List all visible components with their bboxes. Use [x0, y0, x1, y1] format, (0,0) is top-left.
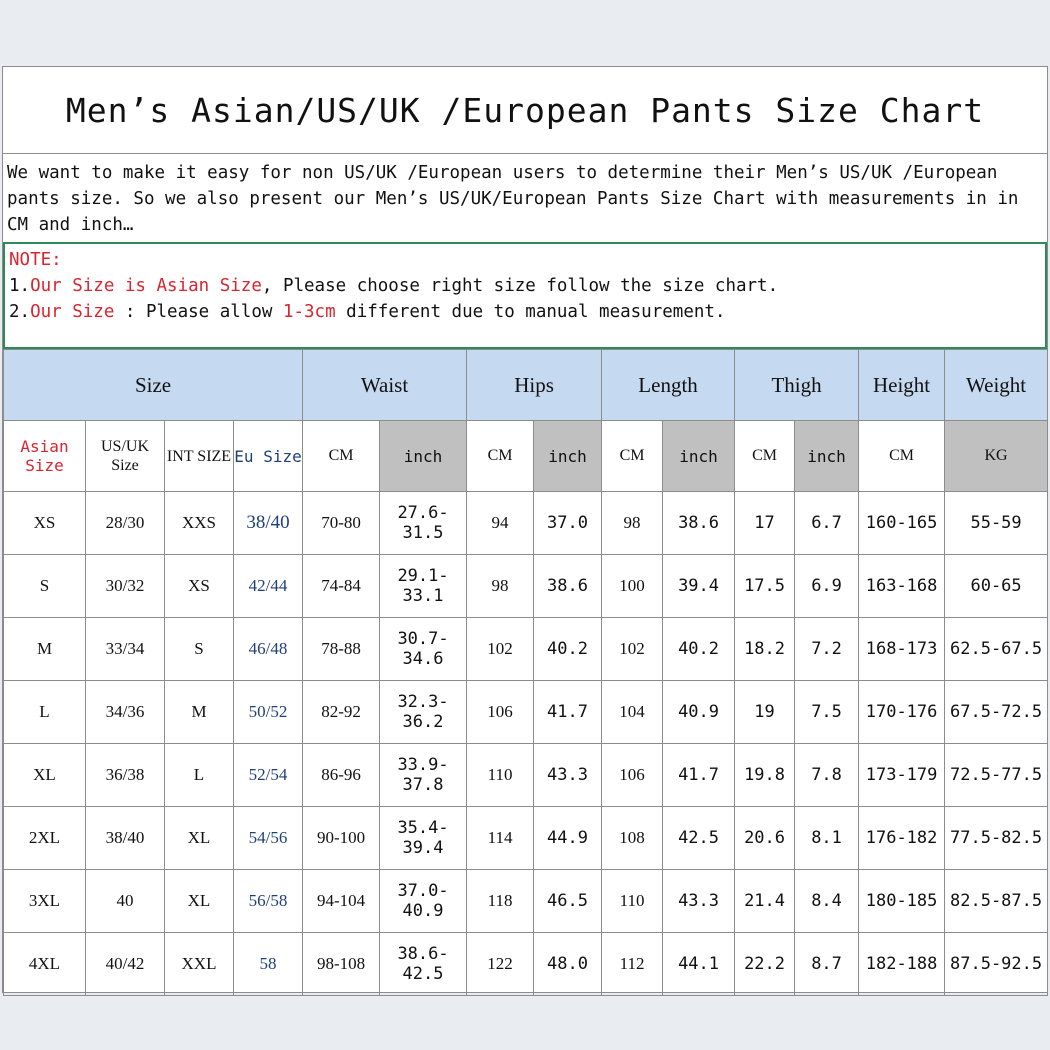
cell-thigh-inch: 7.8 — [795, 744, 859, 807]
cell-height-cm: 160-165 — [859, 492, 945, 555]
cell-height-cm: 168-173 — [859, 618, 945, 681]
cell-length-cm: 98 — [602, 492, 663, 555]
cell-thigh-cm: 18.2 — [735, 618, 795, 681]
cell-thigh-inch: 7.2 — [795, 618, 859, 681]
cell-thigh-inch: 8.1 — [795, 807, 859, 870]
header-eu-size: Eu Size — [234, 421, 303, 492]
cell-waist-cm: 78-88 — [303, 618, 380, 681]
cell-thigh-inch: 7.5 — [795, 681, 859, 744]
header-hips-cm: CM — [467, 421, 534, 492]
cell-waist-inch: 29.1-33.1 — [380, 555, 467, 618]
group-header-thigh: Thigh — [735, 350, 859, 421]
cell-length-cm: 108 — [602, 807, 663, 870]
chart-title: Men’s Asian/US/UK /European Pants Size Chart — [3, 67, 1047, 154]
cell-height-cm: 182-188 — [859, 933, 945, 996]
cell-us-uk-size: 40/42 — [86, 933, 165, 996]
cell-asian-size: 3XL — [4, 870, 86, 933]
cell-thigh-cm: 17.5 — [735, 555, 795, 618]
cell-hips-inch: 37.0 — [534, 492, 602, 555]
intro-line: We want to make it easy for non US/UK /European users to determine their Men’s US/UK /European — [7, 163, 998, 183]
cell-hips-inch: 44.9 — [534, 807, 602, 870]
cell-length-inch: 43.3 — [663, 870, 735, 933]
header-us-uk-size: US/UK Size — [86, 421, 165, 492]
cell-int-size: XXL — [165, 933, 234, 996]
note-highlight: Our Size is Asian Size — [30, 276, 262, 296]
table-row — [4, 807, 1048, 870]
cell-length-inch: 41.7 — [663, 744, 735, 807]
header-weight-kg: KG — [945, 421, 1048, 492]
cell-waist-cm: 98-108 — [303, 933, 380, 996]
size-table-body — [4, 492, 1048, 996]
cell-length-inch: 42.5 — [663, 807, 735, 870]
group-header-size: Size — [4, 350, 303, 421]
group-header-length: Length — [602, 350, 735, 421]
cell-asian-size: 4XL — [4, 933, 86, 996]
cell-int-size: XS — [165, 555, 234, 618]
cell-thigh-cm: 21.4 — [735, 870, 795, 933]
cell-eu-size: 38/40 — [234, 492, 303, 555]
cell-us-uk-size: 30/32 — [86, 555, 165, 618]
note-text: different due to manual measurement. — [335, 302, 726, 322]
cell-hips-cm: 118 — [467, 870, 534, 933]
cell-eu-size: 52/54 — [234, 744, 303, 807]
note-number: 1. — [9, 276, 31, 296]
cell-height-cm: 163-168 — [859, 555, 945, 618]
cell-thigh-inch: 8.7 — [795, 933, 859, 996]
cell-asian-size: S — [4, 555, 86, 618]
cell-eu-size: 58 — [234, 933, 303, 996]
cell-thigh-cm: 20.6 — [735, 807, 795, 870]
cell-length-cm: 100 — [602, 555, 663, 618]
cell-weight-kg: 62.5-67.5 — [945, 618, 1048, 681]
cell-weight-kg: 72.5-77.5 — [945, 744, 1048, 807]
cell-length-inch: 38.6 — [663, 492, 735, 555]
cell-asian-size: M — [4, 618, 86, 681]
note-highlight: 1-3cm — [282, 302, 336, 322]
cell-waist-cm: 86-96 — [303, 744, 380, 807]
cell-hips-inch: 38.6 — [534, 555, 602, 618]
cell-asian-size: L — [4, 681, 86, 744]
note-box — [3, 242, 1047, 349]
cell-us-uk-size: 38/40 — [86, 807, 165, 870]
cell-length-cm: 102 — [602, 618, 663, 681]
intro-line: CM and inch… — [7, 215, 134, 235]
cell-weight-kg: 55-59 — [945, 492, 1048, 555]
cell-thigh-inch: 6.9 — [795, 555, 859, 618]
cell-int-size: M — [165, 681, 234, 744]
cell-hips-cm: 110 — [467, 744, 534, 807]
note-highlight: Our Size — [30, 302, 115, 322]
header-length-cm: CM — [602, 421, 663, 492]
size-table — [3, 349, 1048, 996]
cell-weight-kg: 82.5-87.5 — [945, 870, 1048, 933]
cell-eu-size: 54/56 — [234, 807, 303, 870]
cell-hips-inch: 41.7 — [534, 681, 602, 744]
cell-thigh-cm: 19 — [735, 681, 795, 744]
group-header-hips: Hips — [467, 350, 602, 421]
cell-hips-inch: 46.5 — [534, 870, 602, 933]
cell-int-size: S — [165, 618, 234, 681]
cell-weight-kg: 60-65 — [945, 555, 1048, 618]
note-text: : Please allow — [114, 302, 283, 322]
cell-height-cm: 170-176 — [859, 681, 945, 744]
note-number: 2. — [9, 302, 31, 322]
table-row — [4, 555, 1048, 618]
cell-height-cm: 180-185 — [859, 870, 945, 933]
cell-us-uk-size: 28/30 — [86, 492, 165, 555]
header-int-size: INT SIZE — [165, 421, 234, 492]
cell-us-uk-size: 36/38 — [86, 744, 165, 807]
cell-waist-inch: 33.9-37.8 — [380, 744, 467, 807]
cell-length-inch: 39.4 — [663, 555, 735, 618]
cell-int-size: L — [165, 744, 234, 807]
header-thigh-inch: inch — [795, 421, 859, 492]
cell-weight-kg: 67.5-72.5 — [945, 681, 1048, 744]
table-row — [4, 744, 1048, 807]
cell-asian-size: XL — [4, 744, 86, 807]
cell-hips-cm: 98 — [467, 555, 534, 618]
sub-header-row — [4, 421, 1048, 492]
cell-length-cm: 104 — [602, 681, 663, 744]
note-item-2 — [9, 299, 1041, 325]
cell-hips-cm: 102 — [467, 618, 534, 681]
cell-thigh-cm: 22.2 — [735, 933, 795, 996]
header-thigh-cm: CM — [735, 421, 795, 492]
header-waist-cm: CM — [303, 421, 380, 492]
cell-waist-cm: 82-92 — [303, 681, 380, 744]
table-row — [4, 933, 1048, 996]
cell-asian-size: XS — [4, 492, 86, 555]
cell-hips-inch: 48.0 — [534, 933, 602, 996]
cell-eu-size: 50/52 — [234, 681, 303, 744]
group-header-weight: Weight — [945, 350, 1048, 421]
header-length-inch: inch — [663, 421, 735, 492]
cell-hips-cm: 122 — [467, 933, 534, 996]
group-header-height: Height — [859, 350, 945, 421]
cell-int-size: XXS — [165, 492, 234, 555]
table-row — [4, 492, 1048, 555]
cell-int-size: XL — [165, 807, 234, 870]
note-item-1 — [9, 273, 1041, 299]
cell-waist-inch: 27.6-31.5 — [380, 492, 467, 555]
cell-us-uk-size: 34/36 — [86, 681, 165, 744]
cell-hips-inch: 40.2 — [534, 618, 602, 681]
table-row — [4, 681, 1048, 744]
cell-waist-cm: 74-84 — [303, 555, 380, 618]
header-hips-inch: inch — [534, 421, 602, 492]
cell-hips-inch: 43.3 — [534, 744, 602, 807]
cell-int-size: XL — [165, 870, 234, 933]
table-row — [4, 870, 1048, 933]
intro-paragraph — [3, 154, 1047, 242]
cell-hips-cm: 94 — [467, 492, 534, 555]
cell-weight-kg: 77.5-82.5 — [945, 807, 1048, 870]
cell-eu-size: 42/44 — [234, 555, 303, 618]
cell-eu-size: 56/58 — [234, 870, 303, 933]
group-header-waist: Waist — [303, 350, 467, 421]
cell-asian-size: 2XL — [4, 807, 86, 870]
cell-thigh-inch: 8.4 — [795, 870, 859, 933]
cell-hips-cm: 114 — [467, 807, 534, 870]
header-height-cm: CM — [859, 421, 945, 492]
table-row — [4, 618, 1048, 681]
cell-waist-inch: 32.3-36.2 — [380, 681, 467, 744]
cell-waist-inch: 30.7-34.6 — [380, 618, 467, 681]
cell-length-cm: 110 — [602, 870, 663, 933]
note-heading: NOTE: — [9, 250, 62, 270]
cell-height-cm: 173-179 — [859, 744, 945, 807]
cell-waist-inch: 38.6-42.5 — [380, 933, 467, 996]
cell-length-cm: 106 — [602, 744, 663, 807]
cell-hips-cm: 106 — [467, 681, 534, 744]
group-header-row — [4, 350, 1048, 421]
cell-waist-inch: 37.0-40.9 — [380, 870, 467, 933]
cell-thigh-cm: 17 — [735, 492, 795, 555]
cell-us-uk-size: 40 — [86, 870, 165, 933]
cell-length-cm: 112 — [602, 933, 663, 996]
header-waist-inch: inch — [380, 421, 467, 492]
size-chart-sheet — [2, 66, 1048, 993]
cell-waist-inch: 35.4-39.4 — [380, 807, 467, 870]
cell-us-uk-size: 33/34 — [86, 618, 165, 681]
cell-waist-cm: 90-100 — [303, 807, 380, 870]
cell-eu-size: 46/48 — [234, 618, 303, 681]
cell-length-inch: 40.2 — [663, 618, 735, 681]
note-text: , Please choose right size follow the size chart. — [261, 276, 779, 296]
header-asian-size: Asian Size — [4, 421, 86, 492]
cell-thigh-inch: 6.7 — [795, 492, 859, 555]
cell-length-inch: 40.9 — [663, 681, 735, 744]
cell-waist-cm: 94-104 — [303, 870, 380, 933]
cell-height-cm: 176-182 — [859, 807, 945, 870]
cell-thigh-cm: 19.8 — [735, 744, 795, 807]
cell-weight-kg: 87.5-92.5 — [945, 933, 1048, 996]
intro-line: pants size. So we also present our Men’s US/UK/European Pants Size Chart with measurements in in — [7, 189, 1019, 209]
cell-waist-cm: 70-80 — [303, 492, 380, 555]
cell-length-inch: 44.1 — [663, 933, 735, 996]
